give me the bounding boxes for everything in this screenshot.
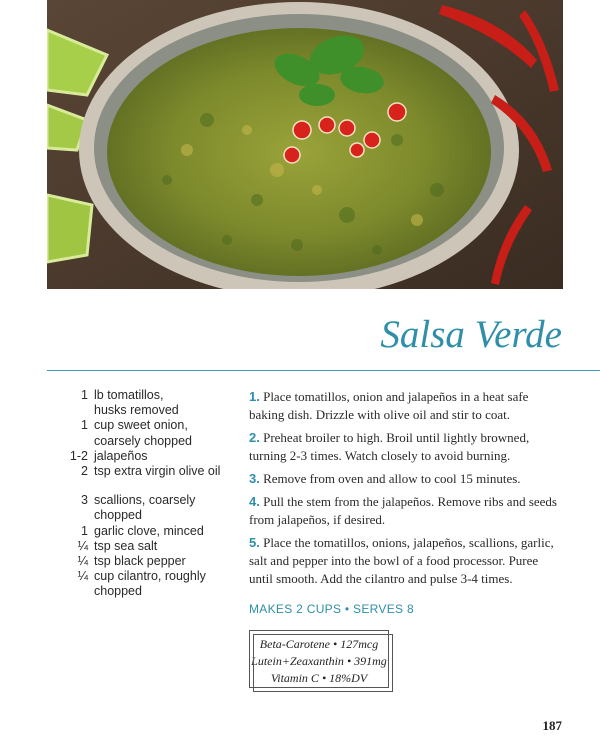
ingredient-qty: 3 bbox=[81, 493, 88, 508]
salsa-photo bbox=[47, 0, 563, 289]
step-item bbox=[249, 388, 559, 424]
ingredient-text: tsp black pepper bbox=[94, 554, 186, 569]
ingredient-text: tsp extra virgin olive oil bbox=[94, 464, 221, 479]
page-number: 187 bbox=[542, 718, 562, 733]
nutrient-label: Vitamin C bbox=[270, 671, 319, 685]
nutrition-row: Lutein+Zeaxanthin • 391mg bbox=[251, 654, 387, 668]
yield-servings: MAKES 2 CUPS • SERVES 8 bbox=[249, 602, 414, 616]
step-number: 5. bbox=[249, 535, 260, 550]
step-number: 3. bbox=[249, 471, 260, 486]
step-item bbox=[249, 534, 559, 588]
ingredient-item bbox=[52, 449, 232, 464]
nutrition-box bbox=[249, 630, 389, 688]
ingredient-text: husks removed bbox=[94, 403, 179, 418]
nutrient-value: 391mg bbox=[354, 654, 387, 668]
ingredient-qty: 1-2 bbox=[69, 448, 88, 463]
nutrient-value: 127mcg bbox=[340, 637, 379, 651]
ingredient-item bbox=[52, 388, 232, 418]
ingredient-qty: ¼ bbox=[77, 569, 88, 584]
step-item bbox=[249, 470, 559, 488]
step-item bbox=[249, 493, 559, 529]
step-text: Preheat broiler to high. Broil until lightly browned, turning 2-3 times. Watch closely to avoid burning. bbox=[249, 430, 530, 463]
step-item bbox=[249, 429, 559, 465]
title-divider bbox=[47, 370, 600, 371]
ingredient-item bbox=[52, 464, 232, 479]
step-text: Remove from oven and allow to cool 15 minutes. bbox=[263, 471, 521, 486]
ingredient-qty: ¼ bbox=[77, 554, 88, 569]
ingredient-item bbox=[52, 493, 232, 523]
ingredient-text: jalapeños bbox=[94, 448, 148, 463]
step-text: Place the tomatillos, onions, jalapeños, scallions, garlic, salt and pepper into the bowl of a food processor. Puree until smooth. Add the cilantro and pulse 3-4 times. bbox=[249, 535, 554, 586]
nutrition-row: Vitamin C • 18%DV bbox=[270, 671, 368, 685]
ingredient-text: cup cilantro, roughly bbox=[94, 569, 206, 584]
ingredient-text: tsp sea salt bbox=[94, 538, 158, 553]
instructions bbox=[249, 388, 559, 618]
ingredient-text: cup sweet onion, bbox=[94, 418, 188, 433]
ingredient-text: coarsely chopped bbox=[94, 433, 192, 448]
ingredient-text: chopped bbox=[94, 584, 142, 599]
ingredient-text: chopped bbox=[94, 508, 142, 523]
ingredient-text: garlic clove, minced bbox=[94, 523, 204, 538]
ingredient-qty: 1 bbox=[81, 418, 88, 433]
recipe-title: Salsa Verde bbox=[380, 313, 562, 356]
ingredient-list bbox=[52, 388, 232, 600]
ingredient-qty: 1 bbox=[81, 388, 88, 402]
ingredient-item bbox=[52, 569, 232, 599]
step-number: 1. bbox=[249, 389, 260, 404]
nutrient-value: 18%DV bbox=[329, 671, 368, 685]
nutrient-label: Lutein+Zeaxanthin bbox=[251, 654, 344, 668]
step-text: Pull the stem from the jalapeños. Remove ribs and seeds from jalapeños, if desired. bbox=[249, 494, 557, 527]
nutrition-row: Beta-Carotene • 127mcg bbox=[259, 637, 379, 651]
ingredient-qty: 2 bbox=[81, 464, 88, 479]
step-text: Place tomatillos, onion and jalapeños in a heat safe baking dish. Drizzle with olive oil and stir to coat. bbox=[249, 389, 529, 422]
ingredient-text: scallions, coarsely bbox=[94, 493, 196, 508]
ingredient-item bbox=[52, 539, 232, 554]
ingredient-text: lb tomatillos, bbox=[94, 388, 164, 402]
ingredient-item bbox=[52, 418, 232, 448]
ingredient-item bbox=[52, 554, 232, 569]
ingredient-item bbox=[52, 524, 232, 539]
ingredient-qty: 1 bbox=[81, 523, 88, 538]
nutrient-label: Beta-Carotene bbox=[259, 637, 330, 651]
step-number: 2. bbox=[249, 430, 260, 445]
step-number: 4. bbox=[249, 494, 260, 509]
ingredient-qty: ¼ bbox=[77, 538, 88, 553]
